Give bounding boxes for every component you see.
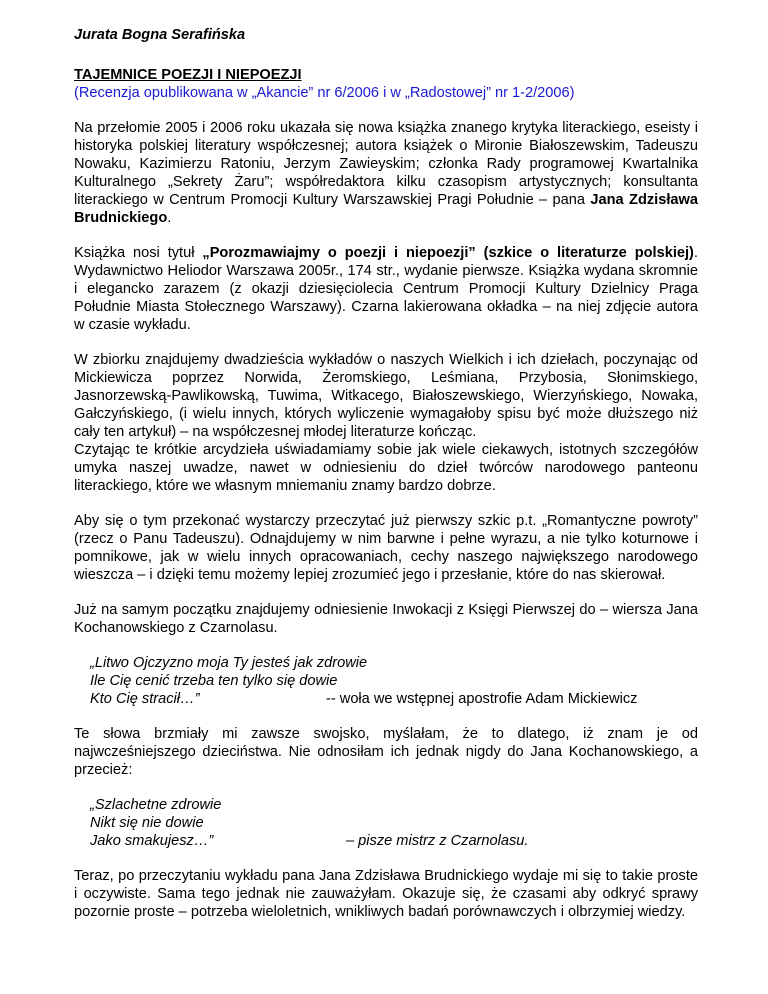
- paragraph-book-lead: Książka nosi tytuł: [74, 245, 203, 261]
- verse-line: Ile Cię cenić trzeba ten tylko się dowie: [90, 673, 338, 689]
- paragraph-first-essay: Aby się o tym przekonać wystarczy przeczytać już pierwszy szkic p.t. „Romantyczne powroty” (rzecz o Panu Tadeuszu). Odnajdujemy w nim barwne i pełne wyrazu, a nie tylko koturnowe i pomnikowe, jak w wielu innych opracowaniach, cechy naszego największego narodowego wieszcza – i dzięki temu możemy lepiej zrozumieć jego i przesłanie, które do nas skierował.: [74, 513, 698, 583]
- paragraph-book-rest: . Wydawnictwo Heliodor Warszawa 2005r., 174 str., wydanie pierwsze. Książka wydana skromnie i elegancko zarazem (z okazji dziesięciolecia Centrum Promocji Kultury Dzielnicy Praga Południe Miasta Stołecznego Warszawy). Czarna lakierowana okładka – na niej zdjęcie autora w czasie wykładu.: [74, 245, 698, 333]
- article-title: TAJEMNICE POEZJI I NIEPOEZJI: [74, 67, 302, 83]
- verse-line: Kto Cię stracił…”: [90, 691, 200, 707]
- paragraph-intro-end: .: [167, 210, 172, 226]
- paragraph-lectures: W zbiorku znajdujemy dwadzieścia wykładów o naszych Wielkich i ich dziełach, poczynając od Mickiewicza poprzez Norwida, Żeromskiego, Leśmiana, Przybosia, Słonimskiego, Jasnorzewską-Pawlikowską, Tuwima, Witkacego, Białoszewskiego, Wierzyńskiego, Nowaka, Gałczyńskiego, (i wielu innych, których wyliczenie wymagałoby spisu być może dłuższego niż cały ten artykuł) – na współczesnej młodej literaturze kończąc.: [74, 352, 698, 440]
- verse-attribution: -- woła we wstępnej apostrofie Adam Mickiewicz: [326, 691, 638, 707]
- verse-mickiewicz: [90, 654, 698, 708]
- verse-line: Nikt się nie dowie: [90, 815, 204, 831]
- verse-line: „Litwo Ojczyzno moja Ty jesteś jak zdrowie: [90, 655, 368, 671]
- paragraph-intro: [74, 119, 698, 227]
- reviewed-author-name: Jana Zdzisława Brudnickiego: [74, 192, 698, 226]
- verse-attribution: – pisze mistrz z Czarnolasu.: [346, 833, 529, 849]
- paragraph-book-title: [74, 244, 698, 334]
- paragraph-invocation: Już na samym początku znajdujemy odniesienie Inwokacji z Księgi Pierwszej do – wiersza Jana Kochanowskiego z Czarnolasu.: [74, 602, 698, 636]
- book-title: „Porozmawiajmy o poezji i niepoezji” (szkice o literaturze polskiej): [202, 245, 694, 261]
- paragraph-intro-text: Na przełomie 2005 i 2006 roku ukazała się nowa książka znanego krytyka literackiego, eseisty i historyka polskiej literatury współczesnej; autora książek o Mironie Białoszewskim, Tadeuszu Nowaku, Kazimierzu Ratoniu, Jerzym Zawieyskim; członka Rady programowej Kwartalnika Kulturalnego „Sekrety Żaru”; współredaktora kilku czasopism artystycznych; konsultanta literackiego w Centrum Promocji Kultury Warszawskiej Pragi Południe – pana: [74, 120, 698, 208]
- verse-line: „Szlachetne zdrowie: [90, 797, 222, 813]
- paragraph-conclusion: Teraz, po przeczytaniu wykładu pana Jana Zdzisława Brudnickiego wydaje mi się to takie proste i oczywiste. Sama tego jednak nie zauważyłam. Okazuje się, że czasami aby odkryć sprawy pozornie proste – potrzeba wieloletnich, wnikliwych badań porównawczych i olbrzymiej wiedzy.: [74, 868, 698, 920]
- author-name: Jurata Bogna Serafińska: [74, 27, 246, 43]
- paragraph-familiar-words: Te słowa brzmiały mi zawsze swojsko, myślałam, że to dlatego, iż znam je od najwcześniejszego dzieciństwa. Nie odnosiłam ich jednak nigdy do Jana Kochanowskiego, a przecież:: [74, 726, 698, 778]
- article-subtitle: (Recenzja opublikowana w „Akancie” nr 6/2006 i w „Radostowej” nr 1-2/2006): [74, 85, 575, 101]
- document-page: [74, 26, 698, 938]
- verse-line: Jako smakujesz…”: [90, 833, 214, 849]
- paragraph-masterpieces: Czytając te krótkie arcydzieła uświadamiamy sobie jak wiele ciekawych, istotnych szczegółów umyka naszej uwadze, nawet w odniesieniu do dzieł twórców narodowego panteonu literackiego, które we własnym mniemaniu znamy bardzo dobrze.: [74, 442, 698, 494]
- verse-kochanowski: [90, 796, 698, 850]
